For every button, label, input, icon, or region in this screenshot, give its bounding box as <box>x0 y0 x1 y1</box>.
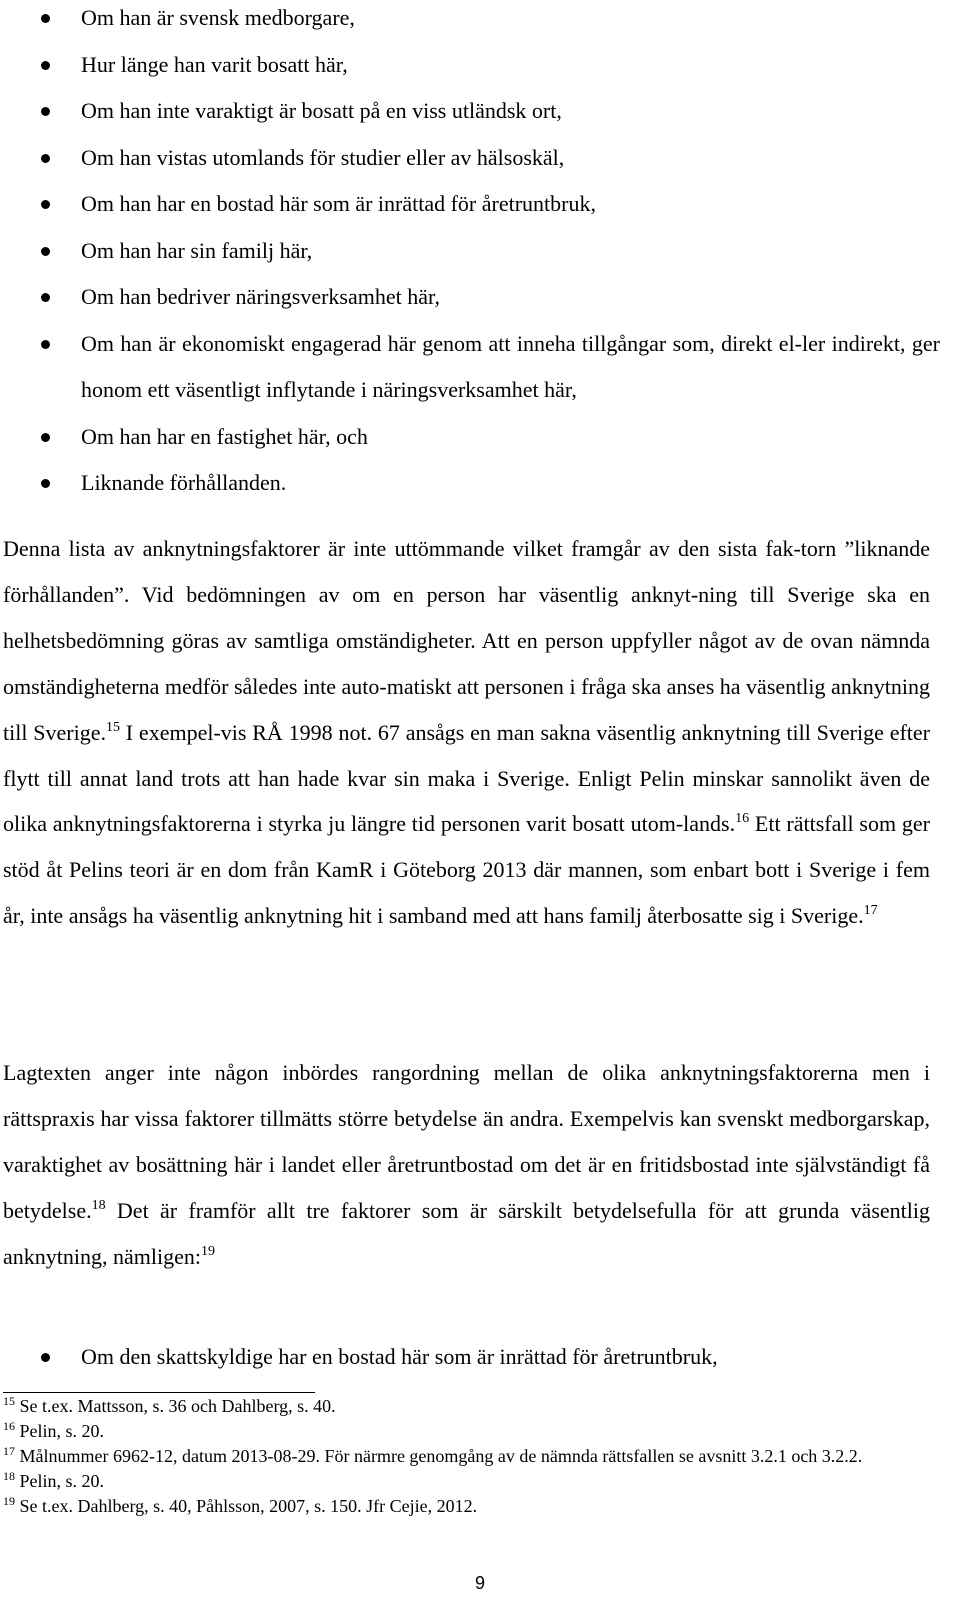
bullet-icon <box>41 154 50 163</box>
footnote <box>3 1469 923 1494</box>
footnote-number: 15 <box>3 1394 15 1408</box>
list-item-text: Om han är svensk medborgare, <box>81 5 355 30</box>
paragraph-text: Denna lista av anknytningsfaktorer är inte uttömmande vilket framgår av den sista fak-torn ”liknande förhållanden”. Vid bedömningen av om en person har väsentlig anknyt-ning till Sverige ska en helhetsbedömning göras av samtliga omständigheter. Att en person uppfyller något av de ovan nämnda omständigheterna medför således inte auto-matiskt att personen i fråga ska anses ha väsentlig anknytning till Sverige. <box>3 536 930 745</box>
bullet-icon <box>41 200 50 209</box>
list-item <box>0 321 940 414</box>
footnote <box>3 1394 923 1419</box>
list-item <box>0 181 940 228</box>
footnote-ref[interactable]: 15 <box>105 719 120 735</box>
footnote <box>3 1444 923 1469</box>
list-item <box>0 228 940 275</box>
list-item-text: Om han har sin familj här, <box>81 237 313 263</box>
list-item-text: Om han är ekonomiskt engagerad här genom att inneha tillgångar som, direkt el-ler indirekt, ger honom ett väsentligt inflytande i näringsverksamhet här, <box>81 330 940 402</box>
list-item <box>0 42 940 89</box>
footnote-text: Målnummer 6962-12, datum 2013-08-29. För närmre genomgång av de nämnda rättsfallen se avsnitt 3.2.1 och 3.2.2. <box>19 1446 863 1466</box>
list-item <box>0 88 940 135</box>
list-item-text: Om den skattskyldige har en bostad här som är inrättad för åretruntbruk, <box>81 1344 718 1369</box>
footnote-ref[interactable]: 18 <box>91 1197 106 1213</box>
footnote-ref[interactable]: 16 <box>735 811 750 827</box>
body-paragraph <box>3 1050 930 1280</box>
list-item <box>0 135 940 182</box>
list-item <box>0 460 940 507</box>
footnotes-section <box>3 1394 923 1519</box>
footnote-ref[interactable]: 19 <box>200 1243 215 1259</box>
footnote-text: Se t.ex. Dahlberg, s. 40, Påhlsson, 2007, s. 150. Jfr Cejie, 2012. <box>19 1496 478 1516</box>
list-item <box>0 274 940 321</box>
list-item-text: Om han bedriver näringsverksamhet här, <box>81 284 440 309</box>
footnote-text: Pelin, s. 20. <box>19 1471 105 1491</box>
footnote-number: 16 <box>3 1419 15 1433</box>
footnote-text: Pelin, s. 20. <box>19 1421 105 1441</box>
footnote-number: 18 <box>3 1469 15 1483</box>
list-item <box>0 0 940 42</box>
footnote-divider <box>3 1392 315 1393</box>
paragraph-text: Ett rättsfall som ger stöd åt Pelins teori är en dom från KamR i Göteborg 2013 där mannen, som enbart bott i Sverige i fem år, inte ansågs ha väsentlig anknytning hit i samband med att hans familj återbosatte sig i Sverige. <box>3 811 930 929</box>
anknytningsfaktorer-list <box>0 0 940 507</box>
body-paragraph <box>3 526 930 939</box>
list-item-text: Om han inte varaktigt är bosatt på en viss utländsk ort, <box>81 98 562 123</box>
list-item-text: Om han vistas utomlands för studier eller av hälsoskäl, <box>81 144 565 170</box>
paragraph-text: I exempel-vis RÅ 1998 not. 67 ansågs en man sakna väsentlig anknytning till Sverige efter flytt till annat land trots att han hade kvar sin maka i Sverige. Enligt Pelin minskar sannolikt även de olika anknytningsfaktorerna i styrka ju längre tid personen varit bosatt utom-lands. <box>3 719 930 837</box>
bullet-icon <box>41 340 50 349</box>
bullet-icon <box>41 247 50 256</box>
bullet-icon <box>41 14 50 23</box>
footnote-number: 17 <box>3 1444 15 1458</box>
list-item-text: Liknande förhållanden. <box>81 470 287 495</box>
bullet-icon <box>41 1353 50 1362</box>
key-factors-list <box>0 1334 940 1381</box>
footnote-number: 19 <box>3 1494 15 1508</box>
bullet-icon <box>41 479 50 488</box>
list-item-text: Hur länge han varit bosatt här, <box>81 51 348 77</box>
bullet-icon <box>41 293 50 302</box>
bullet-icon <box>41 61 50 70</box>
paragraph-text: Det är framför allt tre faktorer som är särskilt betydelsefulla för att grunda väsentlig anknytning, nämligen: <box>3 1197 930 1269</box>
page-number: 9 <box>474 1573 485 1593</box>
list-item-text: Om han har en fastighet här, och <box>81 423 368 449</box>
footnote-ref[interactable]: 17 <box>863 903 878 919</box>
bullet-icon <box>41 433 50 442</box>
footnote <box>3 1419 923 1444</box>
footnote-text: Se t.ex. Mattsson, s. 36 och Dahlberg, s. 40. <box>19 1396 336 1416</box>
bullet-icon <box>41 107 50 116</box>
list-item <box>0 414 940 461</box>
footnote <box>3 1494 923 1519</box>
paragraph-text: Lagtexten anger inte någon inbördes rangordning mellan de olika anknytningsfaktorerna men i rättspraxis har vissa faktorer tillmätts större betydelse än andra. Exempelvis kan svenskt medborgarskap, varaktighet av bosättning här i landet eller åretruntbostad om det är en fritidsbostad inte självständigt få betydelse. <box>3 1060 930 1223</box>
list-item-text: Om han har en bostad här som är inrättad för åretruntbruk, <box>81 191 596 216</box>
list-item <box>0 1334 940 1381</box>
